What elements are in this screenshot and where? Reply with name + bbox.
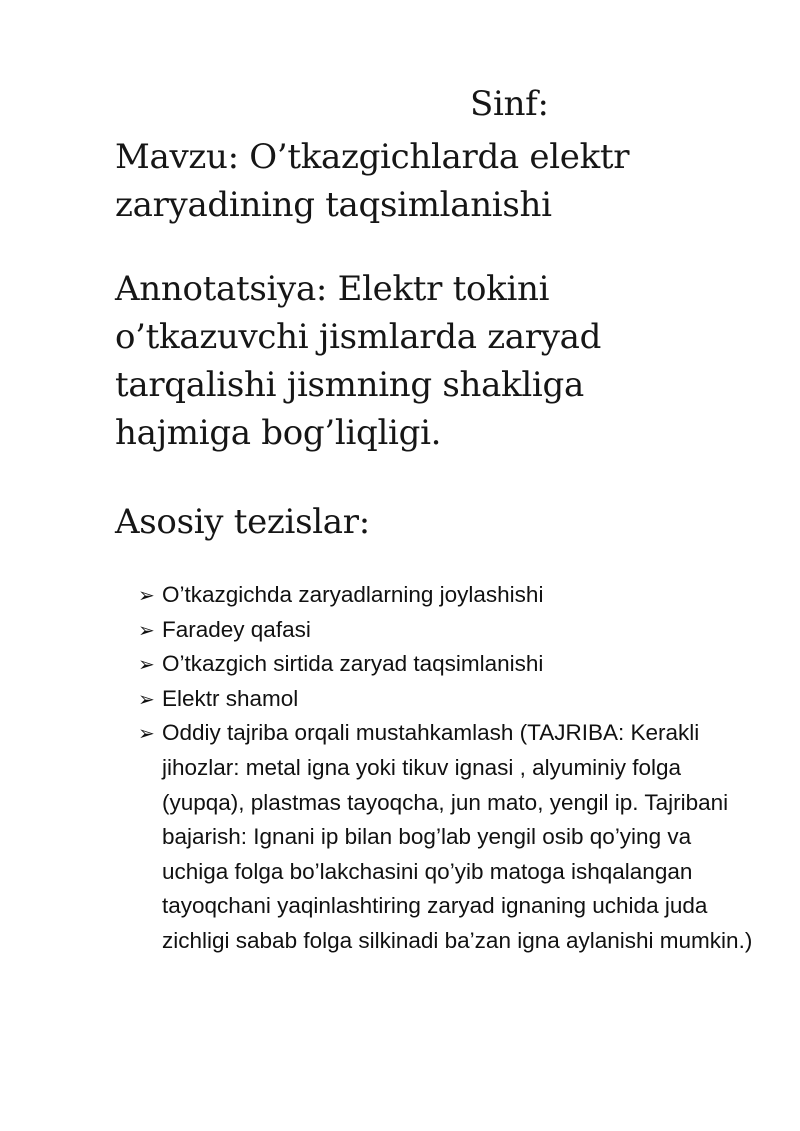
list-item	[138, 682, 758, 717]
annotation-paragraph: Annotatsiya: Elektr tokini o’tkazuvchi jismlarda zaryad tarqalishi jismning shakliga hajmiga bog’liqligi.	[115, 269, 602, 453]
main-theses-heading: Asosiy tezislar:	[115, 502, 370, 542]
list-item-text: O’tkazgichda zaryadlarning joylashishi	[162, 582, 544, 607]
list-item	[138, 613, 758, 648]
topic-heading: Mavzu: O’tkazgichlarda elektr zaryadining taqsimlanishi	[115, 137, 630, 225]
class-label: Sinf:	[470, 84, 549, 124]
list-item-text: Faradey qafasi	[162, 616, 311, 642]
arrow-right-icon: ➢	[138, 652, 155, 677]
arrow-right-icon: ➢	[138, 617, 155, 642]
list-item-text: O’tkazgich sirtida zaryad taqsimlanishi	[162, 651, 544, 677]
theses-list	[138, 578, 758, 959]
arrow-right-icon: ➢	[138, 721, 155, 746]
arrow-right-icon: ➢	[138, 583, 155, 607]
list-item-text: Elektr shamol	[162, 685, 299, 711]
list-item	[138, 578, 758, 613]
arrow-right-icon: ➢	[138, 686, 155, 711]
list-item	[138, 716, 758, 958]
list-item	[138, 647, 758, 682]
list-item-text: Oddiy tajriba orqali mustahkamlash (TAJRIBA: Kerakli jihozlar: metal igna yoki tikuv ignasi , alyuminiy folga (yupqa), plastmas tayoqcha, jun mato, yengil ip. Tajribani bajarish: Ignani ip bilan bog’lab yengil osib qo’ying va uchiga folga bo’lakchasini qo’yib matoga ishqalangan tayoqchani yaqinlashtiring zaryad ignaning uchida juda zichligi sabab folga silkinadi ba’zan igna aylanishi mumkin.)	[162, 720, 753, 953]
